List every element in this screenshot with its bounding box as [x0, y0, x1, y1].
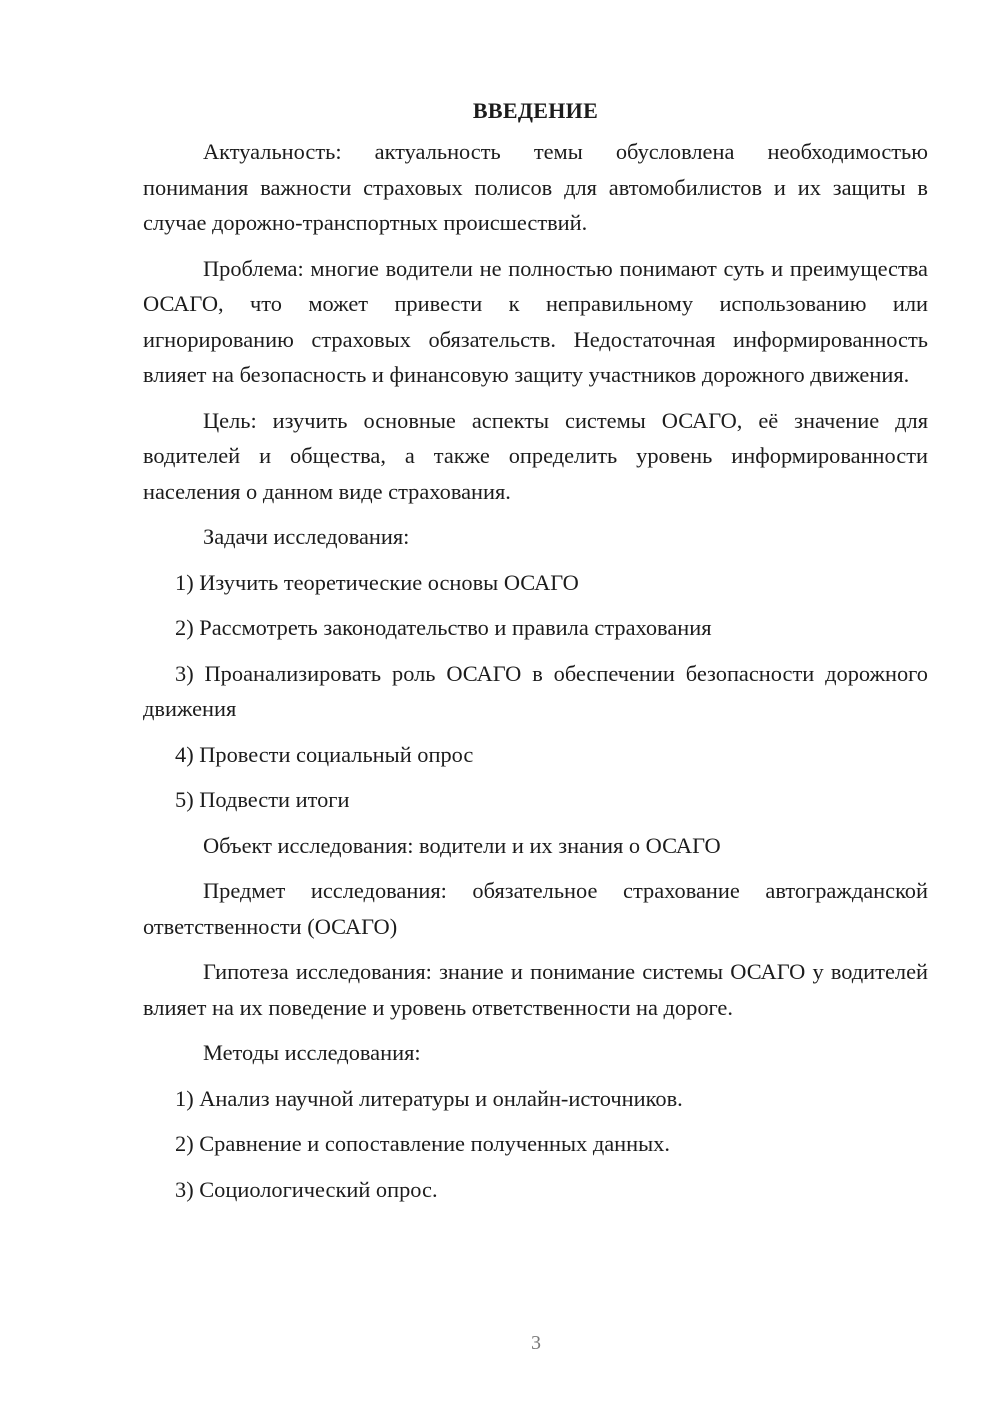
page-number: 3 [531, 1332, 541, 1354]
list-item-method-2: 2) Сравнение и сопоставление полученных данных. [175, 1131, 670, 1156]
page-content [143, 94, 928, 1217]
list-item-task-2: 2) Рассмотреть законодательство и правила страхования [175, 615, 712, 640]
list-item-method-3: 3) Социологический опрос. [175, 1176, 438, 1202]
list-item-method-1: 1) Анализ научной литературы и онлайн-источников. [175, 1085, 683, 1111]
paragraph-goal: Цель: изучить основные аспекты системы ОСАГО, её значение для водителей и общества, а также определить уровень информированности населения о данном виде страхования. [143, 407, 928, 504]
paragraph-relevance: Актуальность: актуальность темы обусловлена необходимостью понимания важности страховых полисов для автомобилистов и их защиты в случае дорожно-транспортных происшествий. [143, 139, 928, 235]
paragraph-subject: Предмет исследования: обязательное страхование автогражданской ответственности (ОСАГО) [143, 878, 928, 939]
paragraph-tasks-heading: Задачи исследования: [203, 524, 410, 549]
paragraph-problem: Проблема: многие водители не полностью понимают суть и преимущества ОСАГО, что может привести к неправильному использованию или игнорированию страховых обязательств. Недостаточная информированность влияет на безопасность и финансовую защиту участников дорожного движения. [143, 255, 928, 387]
list-item-task-4: 4) Провести социальный опрос [175, 741, 474, 767]
paragraph-methods-heading: Методы исследования: [203, 1040, 421, 1065]
paragraph-object: Объект исследования: водители и их знания о ОСАГО [203, 832, 721, 858]
section-title: ВВЕДЕНИЕ [472, 98, 599, 123]
list-item-task-3: 3) Проанализировать роль ОСАГО в обеспечении безопасности дорожного движения [143, 660, 928, 721]
list-item-task-5: 5) Подвести итоги [175, 787, 350, 812]
list-item-task-1: 1) Изучить теоретические основы ОСАГО [175, 569, 579, 595]
paragraph-hypothesis: Гипотеза исследования: знание и понимание системы ОСАГО у водителей влияет на их поведение и уровень ответственности на дороге. [143, 959, 928, 1020]
